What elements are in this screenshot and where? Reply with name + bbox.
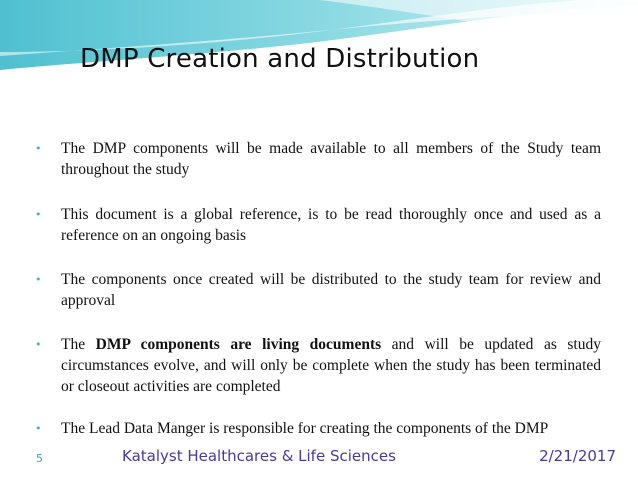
footer-company: Katalyst Healthcares & Life Sciences xyxy=(122,447,396,465)
bullet-dot-icon: • xyxy=(35,422,42,435)
bullet-item xyxy=(35,204,601,246)
bullet-text: The Lead Data Manger is responsible for creating the components of the DMP xyxy=(61,420,549,437)
bullet-text xyxy=(61,334,601,397)
bullet-item xyxy=(35,138,601,180)
bullet-item xyxy=(35,418,601,439)
footer-date: 2/21/2017 xyxy=(539,447,616,465)
bullet-dot-icon: • xyxy=(35,273,42,286)
bullet-dot-icon: • xyxy=(35,142,42,155)
slide-number: 5 xyxy=(36,452,43,465)
bullet-item xyxy=(35,334,601,397)
bullet-dot-icon: • xyxy=(35,208,42,221)
bullet-text-pre: The xyxy=(61,336,96,353)
bullet-text-post: and will be updated as study circumstances evolve, and will only be complete when the study has been terminated or closeout activities are completed xyxy=(61,336,601,395)
bullet-text: This document is a global reference, is to be read thoroughly once and used as a reference on an ongoing basis xyxy=(61,206,601,244)
bullet-item xyxy=(35,269,601,311)
bullet-dot-icon: • xyxy=(35,338,42,351)
slide-title: DMP Creation and Distribution xyxy=(80,44,480,74)
bullet-text: The components once created will be distributed to the study team for review and approval xyxy=(61,271,601,309)
bullet-text-emphasis: DMP components are living documents xyxy=(95,336,382,353)
bullet-text: The DMP components will be made available to all members of the Study team throughout the study xyxy=(61,140,601,178)
